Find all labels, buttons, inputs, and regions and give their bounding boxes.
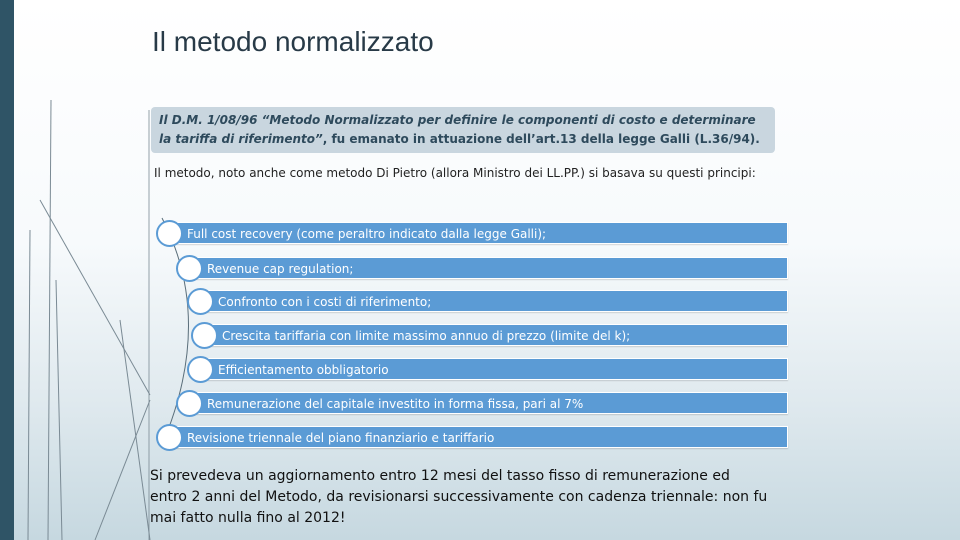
- principle-item: [170, 426, 788, 448]
- bullet-circle: [187, 356, 214, 383]
- bullet-circle: [156, 220, 183, 247]
- principle-label: Efficientamento obbligatorio: [218, 363, 389, 377]
- principle-label: Crescita tariffaria con limite massimo annuo di prezzo (limite del k);: [222, 329, 631, 343]
- principle-label: Full cost recovery (come peraltro indicato dalla legge Galli);: [187, 227, 547, 241]
- decree-box: [151, 107, 775, 153]
- method-intro: Il metodo, noto anche come metodo Di Pietro (allora Ministro dei LL.PP.) si basava su questi principi:: [154, 166, 756, 180]
- principle-label: Confronto con i costi di riferimento;: [218, 295, 432, 309]
- bullet-circle: [187, 288, 214, 315]
- principle-item: [201, 290, 788, 312]
- principle-item: [201, 358, 788, 380]
- principle-label: Remunerazione del capitale investito in forma fissa, pari al 7%: [207, 397, 584, 411]
- bullet-circle: [176, 255, 203, 282]
- principle-label: Revisione triennale del piano finanziario e tariffario: [187, 431, 495, 445]
- principle-item: [170, 222, 788, 244]
- conclusion-text: Si prevedeva un aggiornamento entro 12 mesi del tasso fisso di remunerazione ed entro 2 anni del Metodo, da revisionarsi successivamente con cadenza triennale: non fu mai fatto nulla fino al 2012!: [150, 468, 768, 526]
- page-title: Il metodo normalizzato: [152, 26, 434, 57]
- principle-item: [190, 257, 788, 279]
- bullet-circle: [191, 322, 218, 349]
- bullet-circle: [176, 390, 203, 417]
- left-accent-bar: [0, 0, 14, 540]
- principle-item: [205, 324, 788, 346]
- principle-label: Revenue cap regulation;: [207, 262, 354, 276]
- principle-item: [190, 392, 788, 414]
- bullet-circle: [156, 424, 183, 451]
- decree-detail-text: , fu emanato in attuazione dell’art.13 della legge Galli (L.36/94).: [322, 132, 760, 146]
- decree-title-text: Il D.M. 1/08/96 “Metodo Normalizzato per definire le componenti di costo e determinare la tariffa di riferimento”: [159, 113, 756, 146]
